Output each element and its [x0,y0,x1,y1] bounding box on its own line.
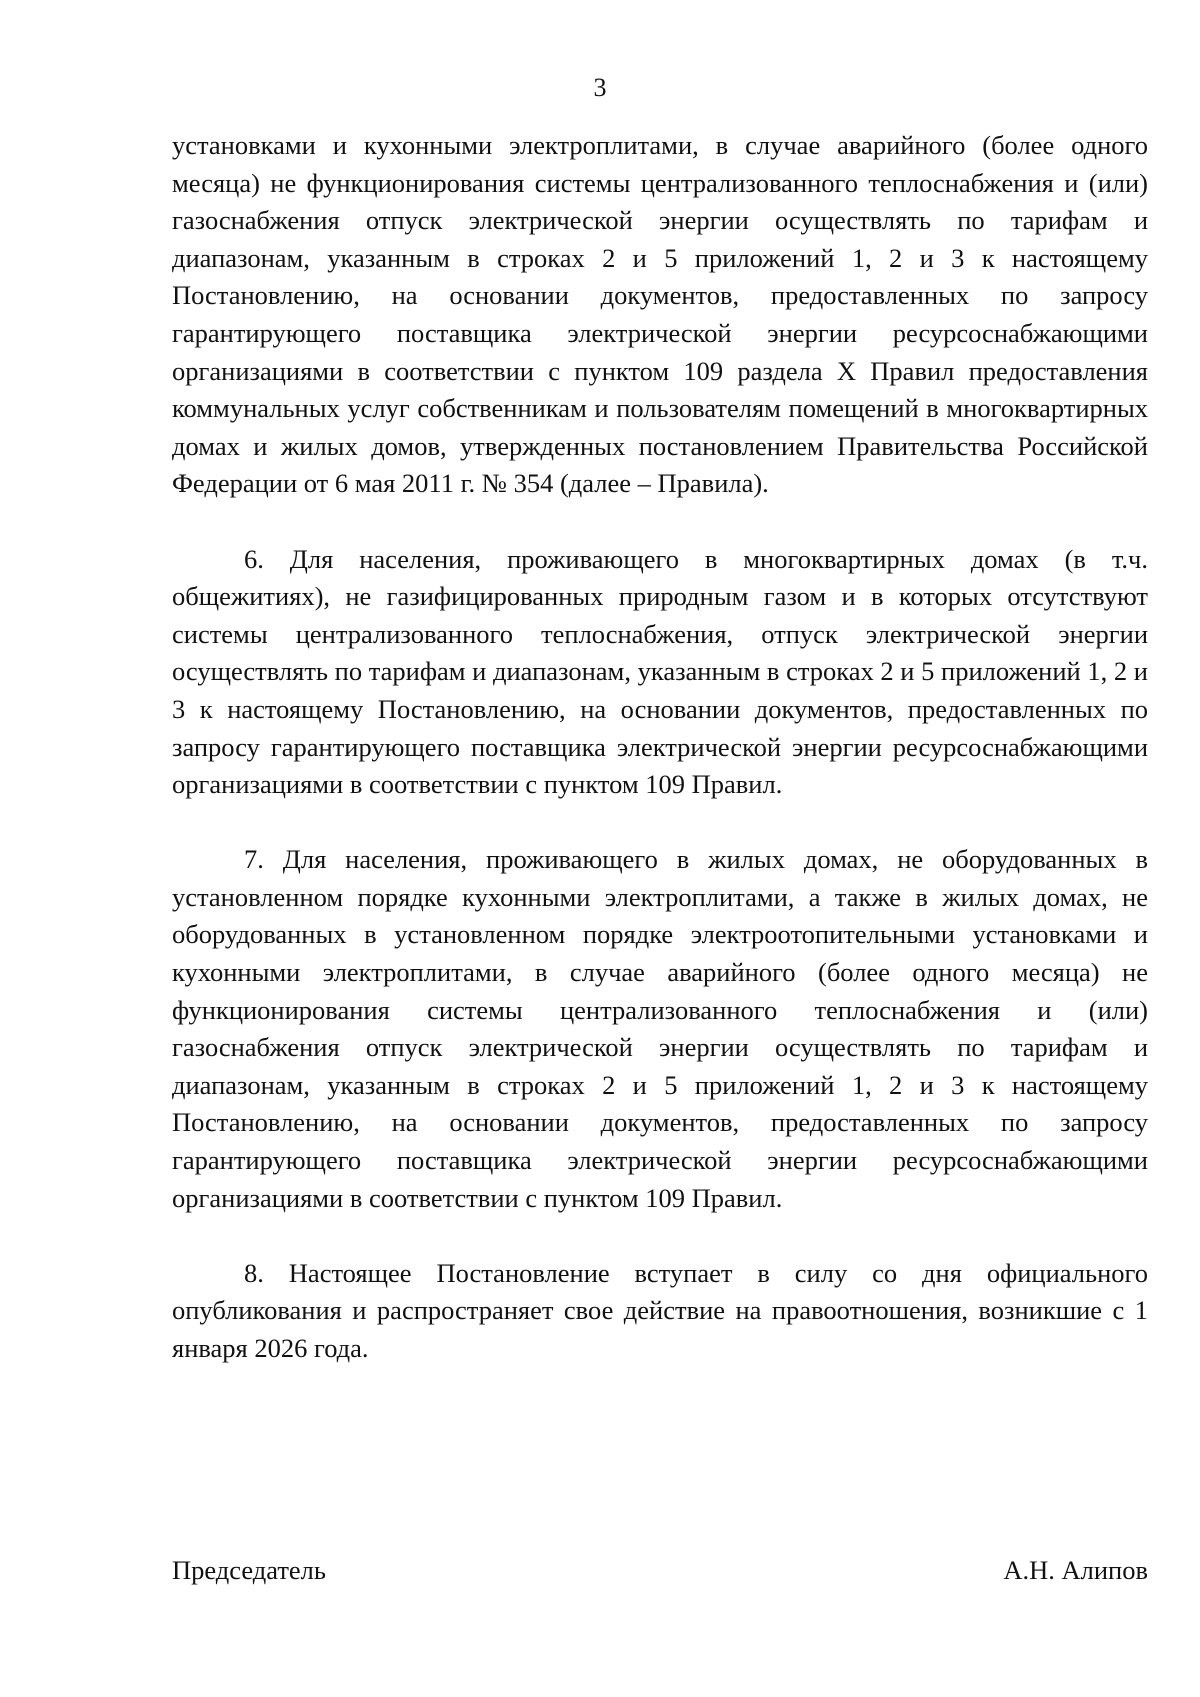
paragraph-item-7: 7. Для населения, проживающего в жилых домах, не оборудованных в установленном порядке кухонными электроплитами, а также в жилых домах, не оборудованных в установленном порядке электроотопительными установками и кухонными электроплитами, в случае аварийного (более одного месяца) не функционирования системы централизованного теплоснабжения и (или) газоснабжения отпуск электрической энергии осуществлять по тарифам и диапазонам, указанным в строках 2 и 5 приложений 1, 2 и 3 к настоящему Постановлению, на основании документов, предоставленных по запросу гарантирующего поставщика электрической энергии ресурсоснабжающими организациями в соответствии с пунктом 109 Правил. [172,844,1148,1213]
paragraph-spacer [172,1217,1148,1255]
signatory-title: Председатель [172,1555,326,1585]
page-number: 3 [593,73,607,102]
document-body [172,127,1148,1368]
paragraph-spacer [172,804,1148,842]
paragraph-item-8: 8. Настоящее Постановление вступает в силу со дня официального опубликования и распространяет свое действие на правоотношения, возникшие с 1 января 2026 года. [172,1257,1148,1363]
signatory-name: А.Н. Алипов [1003,1555,1148,1585]
paragraph-item-6: 6. Для населения, проживающего в многоквартирных домах (в т.ч. общежитиях), не газифицированных природным газом и в которых отсутствуют системы централизованного теплоснабжения, отпуск электрической энергии осуществлять по тарифам и диапазонам, указанным в строках 2 и 5 приложений 1, 2 и 3 к настоящему Постановлению, на основании документов, предоставленных по запросу гарантирующего поставщика электрической энергии ресурсоснабжающими организациями в соответствии с пунктом 109 Правил. [172,543,1148,800]
signature-block [172,1552,1148,1592]
paragraph-spacer [172,503,1148,541]
paragraph-continuation: установками и кухонными электроплитами, в случае аварийного (более одного месяца) не функционирования системы централизованного теплоснабжения и (или) газоснабжения отпуск электрической энергии осуществлять по тарифам и диапазонам, указанным в строках 2 и 5 приложений 1, 2 и 3 к настоящему Постановлению, на основании документов, предоставленных по запросу гарантирующего поставщика электрической энергии ресурсоснабжающими организациями в соответствии с пунктом 109 раздела X Правил предоставления коммунальных услуг собственникам и пользователям помещений в многоквартирных домах и жилых домов, утвержденных постановлением Правительства Российской Федерации от 6 мая 2011 г. № 354 (далее – Правила). [172,130,1148,499]
